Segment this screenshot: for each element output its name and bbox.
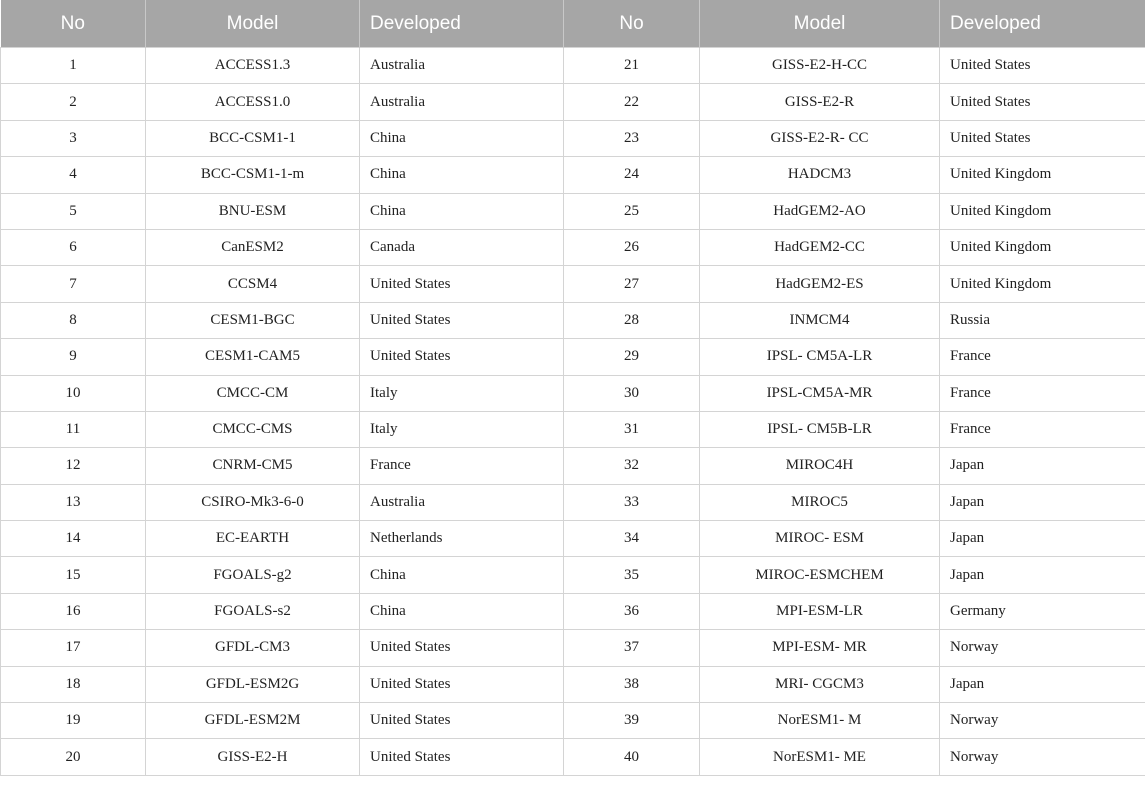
cell-model-left: GFDL-ESM2M xyxy=(146,703,360,739)
cell-model-left: BNU-ESM xyxy=(146,193,360,229)
cell-developed-left: China xyxy=(360,157,564,193)
cell-developed-left: Netherlands xyxy=(360,521,564,557)
table-row xyxy=(1,229,1145,265)
cell-model-left: ACCESS1.3 xyxy=(146,48,360,84)
cell-developed-left: United States xyxy=(360,266,564,302)
header-row xyxy=(1,0,1145,48)
cell-no-left: 20 xyxy=(1,739,146,775)
cell-no-left: 8 xyxy=(1,302,146,338)
cell-developed-right: Norway xyxy=(940,630,1145,666)
cell-model-left: BCC-CSM1-1 xyxy=(146,120,360,156)
cell-no-left: 6 xyxy=(1,229,146,265)
header-no-right: No xyxy=(564,0,700,48)
cell-model-right: MPI-ESM-LR xyxy=(700,593,940,629)
table-row xyxy=(1,157,1145,193)
cell-model-right: MPI-ESM- MR xyxy=(700,630,940,666)
cell-developed-right: Japan xyxy=(940,521,1145,557)
cell-developed-left: Italy xyxy=(360,375,564,411)
cell-no-right: 39 xyxy=(564,703,700,739)
table-header xyxy=(1,0,1145,48)
cell-no-left: 5 xyxy=(1,193,146,229)
cell-developed-left: Australia xyxy=(360,48,564,84)
cell-no-right: 22 xyxy=(564,84,700,120)
cell-no-left: 19 xyxy=(1,703,146,739)
cell-no-right: 35 xyxy=(564,557,700,593)
cell-model-right: HadGEM2-ES xyxy=(700,266,940,302)
cell-model-left: FGOALS-g2 xyxy=(146,557,360,593)
cell-no-left: 3 xyxy=(1,120,146,156)
cell-no-left: 16 xyxy=(1,593,146,629)
cell-no-left: 12 xyxy=(1,448,146,484)
cell-developed-left: France xyxy=(360,448,564,484)
table-row xyxy=(1,593,1145,629)
cell-developed-left: China xyxy=(360,557,564,593)
cell-no-left: 14 xyxy=(1,521,146,557)
cell-developed-right: United Kingdom xyxy=(940,266,1145,302)
cell-developed-right: United States xyxy=(940,84,1145,120)
cell-no-right: 21 xyxy=(564,48,700,84)
cell-no-left: 11 xyxy=(1,411,146,447)
cell-developed-left: Australia xyxy=(360,484,564,520)
cell-developed-left: United States xyxy=(360,666,564,702)
table-row xyxy=(1,48,1145,84)
cell-developed-right: Germany xyxy=(940,593,1145,629)
cell-developed-right: United Kingdom xyxy=(940,157,1145,193)
cell-developed-right: Japan xyxy=(940,448,1145,484)
cell-model-left: CNRM-CM5 xyxy=(146,448,360,484)
cell-no-right: 23 xyxy=(564,120,700,156)
cell-model-left: CESM1-CAM5 xyxy=(146,339,360,375)
cell-model-left: BCC-CSM1-1-m xyxy=(146,157,360,193)
cell-no-right: 28 xyxy=(564,302,700,338)
cell-developed-right: Japan xyxy=(940,557,1145,593)
cell-developed-right: France xyxy=(940,411,1145,447)
cell-model-right: MIROC- ESM xyxy=(700,521,940,557)
cell-no-left: 1 xyxy=(1,48,146,84)
table-row xyxy=(1,339,1145,375)
cell-developed-left: China xyxy=(360,120,564,156)
cell-model-right: IPSL-CM5A-MR xyxy=(700,375,940,411)
cell-developed-right: United States xyxy=(940,48,1145,84)
cell-model-left: CSIRO-Mk3-6-0 xyxy=(146,484,360,520)
cell-developed-left: United States xyxy=(360,339,564,375)
cell-developed-left: China xyxy=(360,193,564,229)
cell-no-left: 10 xyxy=(1,375,146,411)
cell-no-right: 34 xyxy=(564,521,700,557)
table-row xyxy=(1,266,1145,302)
cell-model-left: CESM1-BGC xyxy=(146,302,360,338)
cell-no-left: 2 xyxy=(1,84,146,120)
cell-developed-left: United States xyxy=(360,703,564,739)
cell-model-right: HADCM3 xyxy=(700,157,940,193)
cell-no-right: 32 xyxy=(564,448,700,484)
cell-model-left: CCSM4 xyxy=(146,266,360,302)
cell-no-left: 7 xyxy=(1,266,146,302)
cell-developed-right: Japan xyxy=(940,484,1145,520)
cell-model-left: ACCESS1.0 xyxy=(146,84,360,120)
cell-no-right: 31 xyxy=(564,411,700,447)
header-model-right: Model xyxy=(700,0,940,48)
cell-developed-right: United Kingdom xyxy=(940,229,1145,265)
header-developed-left: Developed xyxy=(360,0,564,48)
cell-model-right: MIROC-ESMCHEM xyxy=(700,557,940,593)
cell-no-left: 4 xyxy=(1,157,146,193)
cell-model-right: GISS-E2-R- CC xyxy=(700,120,940,156)
table-row xyxy=(1,120,1145,156)
cell-developed-left: United States xyxy=(360,302,564,338)
table-row xyxy=(1,448,1145,484)
cell-developed-right: United States xyxy=(940,120,1145,156)
cell-no-right: 25 xyxy=(564,193,700,229)
cell-no-right: 26 xyxy=(564,229,700,265)
table-row xyxy=(1,666,1145,702)
cell-model-right: HadGEM2-CC xyxy=(700,229,940,265)
cell-developed-left: Canada xyxy=(360,229,564,265)
cell-no-right: 27 xyxy=(564,266,700,302)
table-row xyxy=(1,484,1145,520)
cell-model-right: MIROC5 xyxy=(700,484,940,520)
table-row xyxy=(1,630,1145,666)
cell-no-left: 17 xyxy=(1,630,146,666)
cell-model-right: GISS-E2-R xyxy=(700,84,940,120)
cell-no-left: 18 xyxy=(1,666,146,702)
table-row xyxy=(1,84,1145,120)
cell-developed-right: Russia xyxy=(940,302,1145,338)
table-row xyxy=(1,375,1145,411)
cell-no-left: 9 xyxy=(1,339,146,375)
table-row xyxy=(1,411,1145,447)
cell-model-left: GFDL-CM3 xyxy=(146,630,360,666)
cell-model-right: NorESM1- ME xyxy=(700,739,940,775)
cell-model-right: IPSL- CM5B-LR xyxy=(700,411,940,447)
cell-no-right: 38 xyxy=(564,666,700,702)
cell-developed-left: Australia xyxy=(360,84,564,120)
cell-model-left: FGOALS-s2 xyxy=(146,593,360,629)
cell-no-left: 13 xyxy=(1,484,146,520)
cell-model-left: EC-EARTH xyxy=(146,521,360,557)
cell-developed-left: Italy xyxy=(360,411,564,447)
header-no-left: No xyxy=(1,0,146,48)
cell-developed-right: Japan xyxy=(940,666,1145,702)
table-row xyxy=(1,521,1145,557)
cell-no-right: 24 xyxy=(564,157,700,193)
cell-developed-right: Norway xyxy=(940,739,1145,775)
cell-developed-left: United States xyxy=(360,630,564,666)
cell-model-right: MIROC4H xyxy=(700,448,940,484)
cell-model-left: GISS-E2-H xyxy=(146,739,360,775)
cell-developed-right: France xyxy=(940,339,1145,375)
cell-model-right: INMCM4 xyxy=(700,302,940,338)
header-model-left: Model xyxy=(146,0,360,48)
table-row xyxy=(1,739,1145,775)
cell-developed-left: China xyxy=(360,593,564,629)
cell-model-right: HadGEM2-AO xyxy=(700,193,940,229)
cell-model-left: GFDL-ESM2G xyxy=(146,666,360,702)
cell-developed-left: United States xyxy=(360,739,564,775)
table-row xyxy=(1,193,1145,229)
cell-no-right: 37 xyxy=(564,630,700,666)
cell-developed-right: France xyxy=(940,375,1145,411)
cell-model-right: IPSL- CM5A-LR xyxy=(700,339,940,375)
cell-no-left: 15 xyxy=(1,557,146,593)
cell-model-left: CMCC-CMS xyxy=(146,411,360,447)
cell-model-left: CMCC-CM xyxy=(146,375,360,411)
cell-model-right: NorESM1- M xyxy=(700,703,940,739)
cell-model-left: CanESM2 xyxy=(146,229,360,265)
cell-no-right: 36 xyxy=(564,593,700,629)
table-row xyxy=(1,557,1145,593)
table-row xyxy=(1,703,1145,739)
cell-developed-right: United Kingdom xyxy=(940,193,1145,229)
cell-no-right: 33 xyxy=(564,484,700,520)
cell-model-right: GISS-E2-H-CC xyxy=(700,48,940,84)
cell-no-right: 29 xyxy=(564,339,700,375)
table-row xyxy=(1,302,1145,338)
cell-developed-right: Norway xyxy=(940,703,1145,739)
table-body xyxy=(1,48,1145,776)
cell-model-right: MRI- CGCM3 xyxy=(700,666,940,702)
cell-no-right: 40 xyxy=(564,739,700,775)
header-developed-right: Developed xyxy=(940,0,1145,48)
cell-no-right: 30 xyxy=(564,375,700,411)
